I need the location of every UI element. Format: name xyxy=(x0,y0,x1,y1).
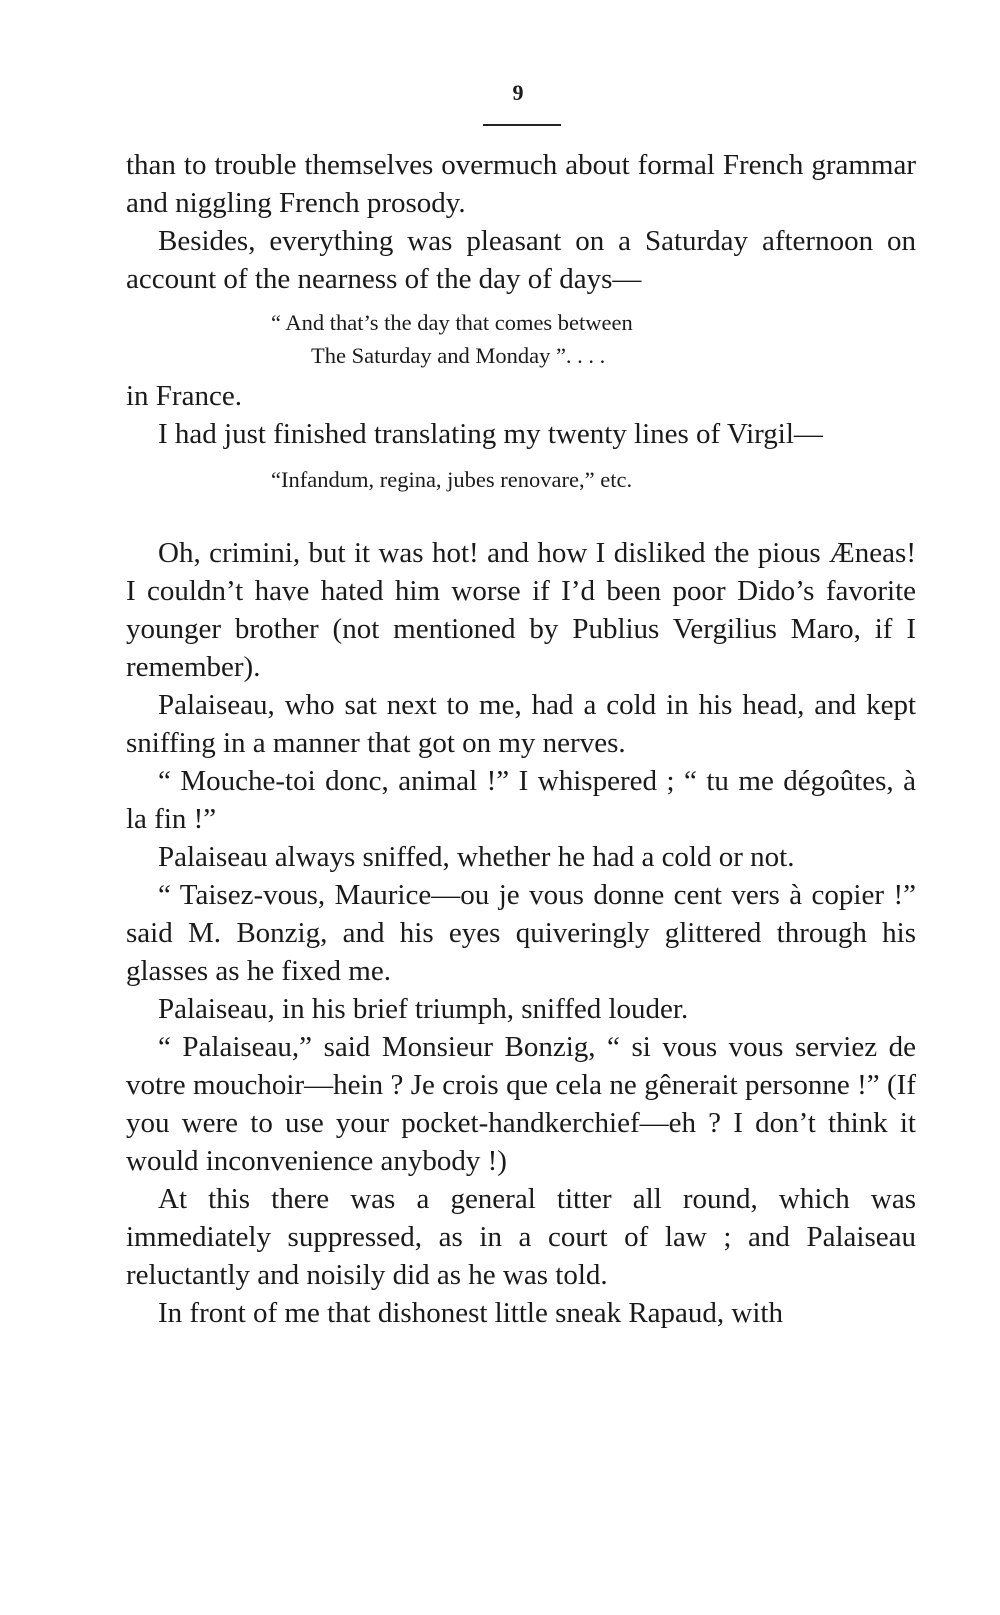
paragraph: “ Palaiseau,” said Monsieur Bonzig, “ si vous vous serviez de votre mouchoir—hein ? Je crois que cela ne gênerait personne !” (If you were to use your pocket-handkerchief—eh ? I don’t think it would inconvenience anybody !) xyxy=(126,1031,916,1177)
paragraph: Palaiseau, in his brief triumph, sniffed louder. xyxy=(158,993,689,1025)
paragraph: Besides, everything was pleasant on a Saturday afternoon on account of the nearness of the day of days— xyxy=(126,225,916,295)
verse-line: The Saturday and Monday ”. . . . xyxy=(311,343,606,368)
latin-quote: “Infandum, regina, jubes renovare,” etc. xyxy=(271,467,633,492)
verse-quote xyxy=(126,306,916,372)
paragraph: I had just finished translating my twenty lines of Virgil— xyxy=(158,418,823,450)
body-text xyxy=(126,146,916,1332)
paragraph: At this there was a general titter all round, which was immediately suppressed, as in a court of law ; and Palaiseau reluctantly and noisily did as he was told. xyxy=(126,1183,916,1291)
paragraph: “ Taisez-vous, Maurice—ou je vous donne cent vers à copier !” said M. Bonzig, and his eyes quiveringly glittered through his glasses as he fixed me. xyxy=(126,879,916,987)
paragraph: Palaiseau always sniffed, whether he had a cold or not. xyxy=(158,841,795,873)
paragraph: In front of me that dishonest little sneak Rapaud, with xyxy=(158,1297,783,1329)
paragraph-continuation: in France. xyxy=(126,380,242,412)
page-number-rule xyxy=(483,124,561,126)
paragraph-continuation: than to trouble themselves overmuch about formal French grammar and niggling French prosody. xyxy=(126,149,916,219)
verse-line: “ And that’s the day that comes between xyxy=(271,310,633,335)
paragraph: Oh, crimini, but it was hot! and how I disliked the pious Æneas! I couldn’t have hated him worse if I’d been poor Dido’s favorite younger brother (not mentioned by Publius Vergilius Maro, if I remember). xyxy=(126,537,916,683)
page-number: 9 xyxy=(512,80,524,105)
paragraph: Palaiseau, who sat next to me, had a cold in his head, and kept sniffing in a manner that got on my nerves. xyxy=(126,689,916,759)
paragraph: “ Mouche-toi donc, animal !” I whispered ; “ tu me dégoûtes, à la fin !” xyxy=(126,765,916,835)
